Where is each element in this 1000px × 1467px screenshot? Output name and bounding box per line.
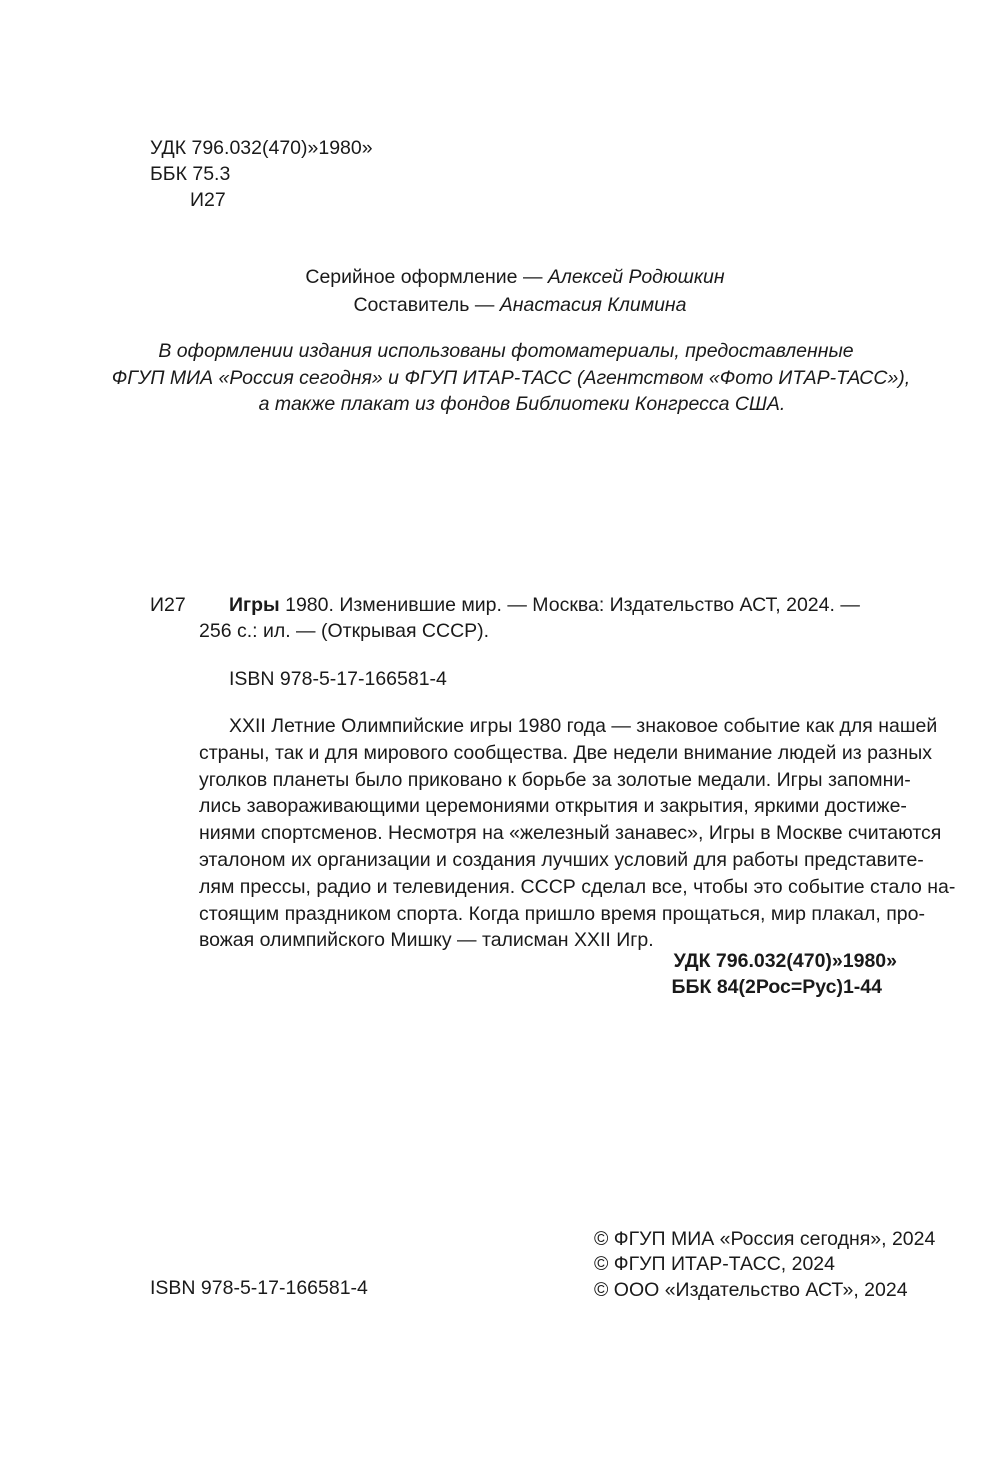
annotation-line: страны, так и для мирового сообщества. Две недели внимание людей из разных (199, 741, 933, 764)
bibliographic-line-2: 256 с.: ил. — (Открывая СССР). (199, 620, 490, 642)
isbn-bottom: ISBN 978-5-17-166581-4 (150, 1277, 368, 1299)
isbn: ISBN 978-5-17-166581-4 (229, 668, 447, 690)
annotation-paragraph (199, 713, 956, 954)
annotation-line: вожая олимпийского Мишку — талисман XXII Игр. (199, 929, 654, 952)
design-credit-label: Серийное оформление — (305, 266, 548, 288)
compiler-credit-label: Составитель — (353, 294, 500, 316)
bottom-classification (0, 949, 897, 1000)
design-credit-name: Алексей Родюшкин (547, 266, 725, 288)
copyright-line: © ФГУП ИТАР-ТАСС, 2024 (594, 1253, 835, 1276)
bibliographic-description: 1980. Изменившие мир. — Москва: Издательство АСТ, 2024. — (279, 594, 860, 616)
photo-note-line: а также плакат из фондов Библиотеки Конгресса США. (258, 393, 786, 415)
photo-credits-note (0, 338, 1000, 418)
annotation-line: эталоном их организации и создания лучших условий для работы представите- (199, 848, 924, 871)
annotation-line: стоящим праздником спорта. Когда пришло время прощаться, мир плакал, про- (199, 902, 925, 925)
book-title: Игры (229, 594, 280, 616)
bottom-bbk: ББК 84(2Рос=Рус)1-44 (671, 975, 882, 998)
annotation-line: лись завораживающими церемониями открытия и закрытия, яркими достиже- (199, 795, 907, 818)
copyright-line: © ООО «Издательство АСТ», 2024 (594, 1278, 908, 1301)
annotation-line: XXII Летние Олимпийские игры 1980 года — знаковое событие как для нашей (229, 715, 938, 737)
annotation-line: лям прессы, радио и телевидения. СССР сделал все, чтобы это событие стало на- (199, 875, 956, 898)
photo-note-line: ФГУП МИА «Россия сегодня» и ФГУП ИТАР-ТАСС (Агентством «Фото ИТАР-ТАСС»), (111, 366, 911, 389)
design-credit (0, 263, 1000, 291)
udk-classification: УДК 796.032(470)»1980» (150, 137, 373, 159)
compiler-credit (0, 291, 1000, 319)
copyright-block (594, 1227, 935, 1303)
annotation-line: ниями спортсменов. Несмотря на «железный занавес», Игры в Москве считаются (199, 822, 942, 845)
bottom-udk: УДК 796.032(470)»1980» (673, 950, 897, 972)
bibliographic-author-code: И27 (150, 594, 186, 616)
bbk-classification: ББК 75.3 (150, 163, 231, 185)
photo-note-line: В оформлении издания использованы фотоматериалы, предоставленные (158, 340, 854, 362)
author-code: И27 (190, 189, 226, 211)
compiler-credit-name: Анастасия Климина (499, 294, 687, 316)
annotation-line: уголков планеты было приковано к борьбе за золотые медали. Игры запомни- (199, 768, 911, 791)
copyright-line: © ФГУП МИА «Россия сегодня», 2024 (594, 1228, 936, 1250)
credits-block (0, 263, 1000, 319)
bibliographic-line-1 (229, 592, 860, 618)
